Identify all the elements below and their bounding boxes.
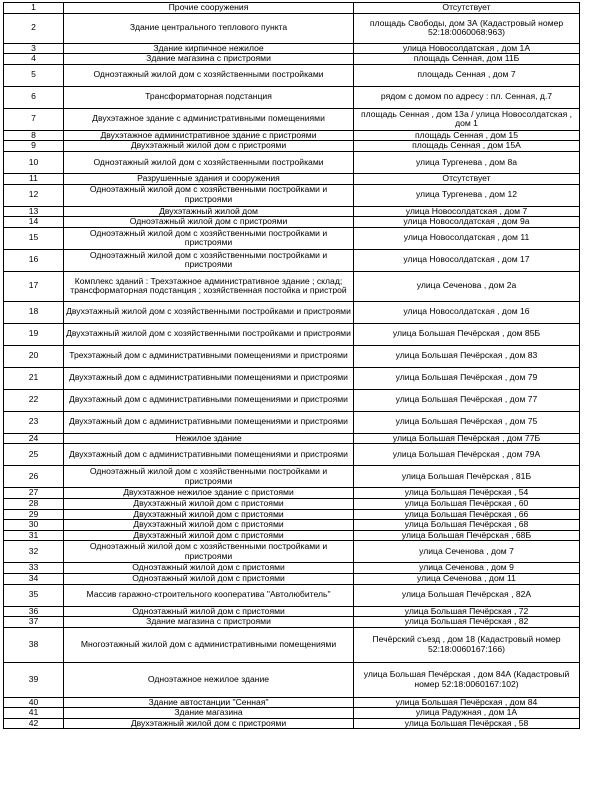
table-row (4, 627, 580, 662)
object-address: площадь Сенная , дом 15А (354, 141, 580, 152)
object-address: улица Большая Печёрская , дом 79А (354, 444, 580, 466)
object-name: Разрушенные здания и сооружения (64, 173, 354, 184)
table-row (4, 141, 580, 152)
object-address: площадь Сенная , дом 7 (354, 64, 580, 86)
row-number: 26 (4, 466, 64, 488)
object-name: Двухэтажный жилой дом с пристоями (64, 498, 354, 509)
object-address: Печёрский съезд , дом 18 (Кадастровый номер 52:18:0060167:166) (354, 627, 580, 662)
row-number: 18 (4, 301, 64, 323)
table-row (4, 697, 580, 708)
table-row (4, 488, 580, 499)
object-name: Трехэтажный дом с административными помещениями и пристроями (64, 345, 354, 367)
table-row (4, 541, 580, 563)
row-number: 24 (4, 433, 64, 444)
row-number: 38 (4, 627, 64, 662)
object-name: Двухэтажный дом с административными помещениями и пристроями (64, 367, 354, 389)
object-name: Одноэтажный жилой дом с пристоями (64, 563, 354, 574)
table-row (4, 13, 580, 43)
table-row (4, 498, 580, 509)
row-number: 23 (4, 411, 64, 433)
object-name: Двухэтажное административное здание с пристроями (64, 130, 354, 141)
table-row (4, 173, 580, 184)
object-address: улица Большая Печёрская , 82А (354, 584, 580, 606)
object-name: Двухэтажный жилой дом с пристроями (64, 141, 354, 152)
object-name: Двухэтажный жилой дом с хозяйственными постройками и пристроями (64, 301, 354, 323)
object-name: Здание центрального теплового пункта (64, 13, 354, 43)
row-number: 17 (4, 271, 64, 301)
object-name: Двухэтажный жилой дом с хозяйственными постройками и пристроями (64, 323, 354, 345)
object-address: улица Большая Печёрская , 68 (354, 520, 580, 531)
object-name: Здание магазина с пристроями (64, 54, 354, 65)
row-number: 5 (4, 64, 64, 86)
object-address: улица Большая Печёрская , 54 (354, 488, 580, 499)
table-row (4, 573, 580, 584)
table-row (4, 718, 580, 729)
row-number: 11 (4, 173, 64, 184)
table-row (4, 345, 580, 367)
object-address: улица Большая Печёрская , дом 84 (354, 697, 580, 708)
object-address: улица Большая Печёрская , 60 (354, 498, 580, 509)
object-name: Одноэтажный жилой дом с хозяйственными постройками и пристроями (64, 541, 354, 563)
object-address: улица Большая Печёрская , дом 83 (354, 345, 580, 367)
object-name: Нежилое здание (64, 433, 354, 444)
row-number: 27 (4, 488, 64, 499)
table-row (4, 530, 580, 541)
table-row (4, 444, 580, 466)
object-address: Отсутствует (354, 3, 580, 14)
row-number: 30 (4, 520, 64, 531)
row-number: 39 (4, 662, 64, 697)
object-address: улица Большая Печёрская , 72 (354, 606, 580, 617)
object-address: площадь Сенная , дом 13а / улица Новосолдатская , дом 1 (354, 108, 580, 130)
row-number: 35 (4, 584, 64, 606)
object-name: Одноэтажный жилой дом с пристоями (64, 606, 354, 617)
row-number: 8 (4, 130, 64, 141)
table-row (4, 86, 580, 108)
row-number: 42 (4, 718, 64, 729)
object-name: Двухэтажный жилой дом с пристоями (64, 509, 354, 520)
row-number: 21 (4, 367, 64, 389)
row-number: 40 (4, 697, 64, 708)
object-name: Здание автостанции "Сенная" (64, 697, 354, 708)
object-name: Прочие сооружения (64, 3, 354, 14)
object-address: улица Большая Печёрская , дом 77 (354, 389, 580, 411)
object-address: площадь Сенная, дом 11Б (354, 54, 580, 65)
row-number: 12 (4, 184, 64, 206)
object-address: улица Большая Печёрская , дом 84А (Кадастровый номер 52:18:0060167:102) (354, 662, 580, 697)
object-address: улица Большая Печёрская , 66 (354, 509, 580, 520)
table-row (4, 227, 580, 249)
object-address: улица Новосолдатская , дом 16 (354, 301, 580, 323)
object-name: Одноэтажный жилой дом с хозяйственными постройками и пристроями (64, 249, 354, 271)
table-row (4, 108, 580, 130)
row-number: 6 (4, 86, 64, 108)
row-number: 36 (4, 606, 64, 617)
object-address: улица Большая Печёрская , дом 75 (354, 411, 580, 433)
object-address: рядом с домом по адресу : пл. Сенная, д.7 (354, 86, 580, 108)
table-row (4, 184, 580, 206)
object-address: улица Большая Печёрская , дом 77Б (354, 433, 580, 444)
row-number: 37 (4, 617, 64, 628)
object-name: Двухэтажное здание с административными помещениями (64, 108, 354, 130)
object-name: Одноэтажный жилой дом с хозяйственными постройками (64, 151, 354, 173)
object-address: улица Большая Печёрская , дом 79 (354, 367, 580, 389)
object-name: Двухэтажный дом с административными помещениями и пристроями (64, 444, 354, 466)
row-number: 14 (4, 217, 64, 228)
row-number: 22 (4, 389, 64, 411)
object-name: Многоэтажный жилой дом с административными помещениями (64, 627, 354, 662)
object-address: улица Радужная , дом 1А (354, 708, 580, 719)
table-row (4, 217, 580, 228)
table-row (4, 606, 580, 617)
object-address: Отсутствует (354, 173, 580, 184)
object-address: улица Новосолдатская , дом 11 (354, 227, 580, 249)
row-number: 4 (4, 54, 64, 65)
table-row (4, 43, 580, 54)
object-address: улица Новосолдатская , дом 17 (354, 249, 580, 271)
object-address: улица Тургенева , дом 8а (354, 151, 580, 173)
table-row (4, 206, 580, 217)
object-address: улица Сеченова , дом 11 (354, 573, 580, 584)
object-address: улица Большая Печёрская , дом 85Б (354, 323, 580, 345)
object-name: Двухэтажное нежилое здание с пристоями (64, 488, 354, 499)
object-name: Двухэтажный жилой дом (64, 206, 354, 217)
row-number: 2 (4, 13, 64, 43)
table-row (4, 323, 580, 345)
object-name: Двухэтажный жилой дом с пристоями (64, 520, 354, 531)
objects-table-body (4, 3, 580, 729)
object-name: Одноэтажный жилой дом с хозяйственными постройками и пристроями (64, 184, 354, 206)
table-row (4, 3, 580, 14)
row-number: 34 (4, 573, 64, 584)
object-name: Здание магазина с пристроями (64, 617, 354, 628)
object-name: Здание магазина (64, 708, 354, 719)
table-row (4, 466, 580, 488)
object-name: Двухэтажный дом с административными помещениями и пристроями (64, 389, 354, 411)
object-address: улица Новосолдатская , дом 9а (354, 217, 580, 228)
object-name: Двухэтажный жилой дом с пристоями (64, 530, 354, 541)
table-row (4, 130, 580, 141)
table-row (4, 64, 580, 86)
object-name: Массив гаражно-строительного кооператива "Автолюбитель" (64, 584, 354, 606)
object-address: улица Большая Печёрская , 68Б (354, 530, 580, 541)
table-row (4, 151, 580, 173)
row-number: 31 (4, 530, 64, 541)
object-name: Одноэтажный жилой дом с хозяйственными постройками и пристроями (64, 466, 354, 488)
object-address: площадь Свободы, дом 3А (Кадастровый номер 52:18:0060068:963) (354, 13, 580, 43)
row-number: 9 (4, 141, 64, 152)
table-row (4, 617, 580, 628)
table-row (4, 249, 580, 271)
object-name: Трансформаторная подстанция (64, 86, 354, 108)
row-number: 20 (4, 345, 64, 367)
object-name: Двухэтажный жилой дом с пристроями (64, 718, 354, 729)
table-row (4, 520, 580, 531)
object-address: улица Сеченова , дом 9 (354, 563, 580, 574)
table-row (4, 662, 580, 697)
object-name: Одноэтажный жилой дом с пристроями (64, 217, 354, 228)
table-row (4, 389, 580, 411)
object-address: улица Сеченова , дом 2а (354, 271, 580, 301)
row-number: 15 (4, 227, 64, 249)
table-row (4, 509, 580, 520)
table-row (4, 584, 580, 606)
row-number: 33 (4, 563, 64, 574)
row-number: 13 (4, 206, 64, 217)
row-number: 10 (4, 151, 64, 173)
row-number: 3 (4, 43, 64, 54)
row-number: 1 (4, 3, 64, 14)
object-name: Одноэтажный жилой дом с хозяйственными постройками и пристроями (64, 227, 354, 249)
object-name: Одноэтажный жилой дом с пристоями (64, 573, 354, 584)
object-name: Двухэтажный дом с административными помещениями и пристроями (64, 411, 354, 433)
object-address: улица Большая Печёрская , 81Б (354, 466, 580, 488)
object-name: Одноэтажное нежилое здание (64, 662, 354, 697)
object-address: площадь Сенная , дом 15 (354, 130, 580, 141)
object-name: Комплекс зданий : Трехэтажное административное здание ; склад; трансформаторная подстанция ; хозяйственная постойка и пристрой (64, 271, 354, 301)
row-number: 32 (4, 541, 64, 563)
row-number: 16 (4, 249, 64, 271)
object-address: улица Сеченова , дом 7 (354, 541, 580, 563)
row-number: 19 (4, 323, 64, 345)
table-row (4, 54, 580, 65)
row-number: 25 (4, 444, 64, 466)
row-number: 7 (4, 108, 64, 130)
object-address: улица Новосолдатская , дом 7 (354, 206, 580, 217)
object-address: улица Новосолдатская , дом 1А (354, 43, 580, 54)
object-address: улица Большая Печёрская , 82 (354, 617, 580, 628)
row-number: 28 (4, 498, 64, 509)
object-address: улица Большая Печёрская , 58 (354, 718, 580, 729)
table-row (4, 367, 580, 389)
object-name: Одноэтажный жилой дом с хозяйственными постройками (64, 64, 354, 86)
table-row (4, 301, 580, 323)
table-row (4, 708, 580, 719)
row-number: 41 (4, 708, 64, 719)
object-name: Здание кирпичное нежилое (64, 43, 354, 54)
table-row (4, 433, 580, 444)
table-row (4, 271, 580, 301)
object-address: улица Тургенева , дом 12 (354, 184, 580, 206)
objects-table (3, 2, 580, 729)
table-row (4, 563, 580, 574)
row-number: 29 (4, 509, 64, 520)
table-row (4, 411, 580, 433)
